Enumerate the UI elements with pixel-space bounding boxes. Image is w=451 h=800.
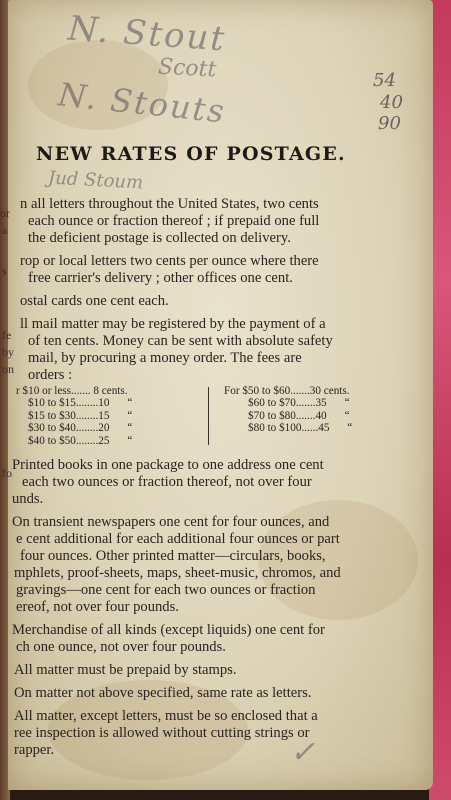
text-line: ree inspection is allowed without cutting strings or bbox=[14, 725, 310, 741]
paragraph-printed-books bbox=[12, 457, 424, 508]
margin-fragment: fo bbox=[2, 466, 12, 480]
text-line: the deficient postage is collected on delivery. bbox=[28, 230, 291, 246]
text-line: Printed books in one package to one address one cent bbox=[12, 457, 324, 473]
fee-row: $40 to $50........25 “ bbox=[28, 434, 133, 447]
margin-fragment: by bbox=[2, 345, 14, 359]
fee-amount: 15 bbox=[98, 409, 110, 422]
fees-column-right bbox=[224, 385, 424, 435]
paragraph-drop-letters bbox=[8, 253, 422, 287]
fee-row: $10 to $15........10 “ bbox=[28, 397, 133, 410]
ditto-mark: “ bbox=[344, 409, 350, 422]
text-line: All matter must be prepaid by stamps. bbox=[14, 662, 237, 678]
text-line: ostal cards one cent each. bbox=[20, 293, 169, 309]
text-line: ll mail matter may be registered by the payment of a bbox=[20, 316, 326, 332]
fee-amount: 30 cents. bbox=[309, 385, 350, 397]
text-line: Merchandise of all kinds (except liquids) one cent for bbox=[12, 622, 325, 638]
ditto-mark: “ bbox=[127, 434, 133, 447]
fee-amount: 20 bbox=[98, 422, 110, 435]
ditto-mark: “ bbox=[344, 397, 350, 410]
paragraph-newspapers bbox=[12, 514, 424, 616]
fee-range: r $10 or less bbox=[16, 385, 71, 397]
fee-range: $15 to $30 bbox=[28, 409, 76, 422]
handwritten-word: Scott bbox=[157, 54, 217, 83]
table-divider bbox=[208, 387, 209, 445]
lower-text bbox=[12, 457, 424, 765]
fee-row: $70 to $80.......40 “ bbox=[248, 409, 350, 422]
intro-text bbox=[8, 196, 422, 390]
fee-range: $30 to $40 bbox=[28, 422, 76, 435]
fee-amount: 45 bbox=[318, 422, 330, 435]
fee-amount: 25 bbox=[98, 434, 110, 447]
text-line: rop or local letters two cents per ounce where there bbox=[20, 253, 319, 269]
text-line: e cent additional for each additional four ounces or part bbox=[16, 531, 340, 547]
fee-amount: 8 cents. bbox=[93, 385, 128, 397]
fee-row: For $50 to $60.......30 cents. bbox=[224, 385, 350, 397]
text-line: free carrier's delivery ; other offices one cent. bbox=[28, 270, 293, 286]
fee-amount: 35 bbox=[315, 397, 327, 410]
margin-fragment: a bbox=[2, 223, 8, 237]
handwritten-name: N. Stouts bbox=[56, 75, 228, 131]
text-line: ereof, not over four pounds. bbox=[16, 599, 179, 615]
text-line: four ounces. Other printed matter—circulars, books, bbox=[20, 548, 326, 564]
text-line: each two ounces or fraction thereof, not over four bbox=[22, 474, 312, 490]
fees-column-left bbox=[16, 385, 186, 447]
page-title: NEW RATES OF POSTAGE. bbox=[36, 143, 346, 165]
fee-row: r $10 or less....... 8 cents. bbox=[16, 385, 128, 397]
text-line: All matter, except letters, must be so enclosed that a bbox=[14, 708, 318, 724]
fee-row: $30 to $40........20 “ bbox=[28, 422, 133, 435]
text-line: unds. bbox=[12, 491, 44, 507]
margin-fragment: s bbox=[2, 264, 7, 278]
handwritten-note: Jud Stoum bbox=[47, 167, 144, 194]
handwritten-name: N. Stout bbox=[66, 8, 228, 60]
paragraph-merchandise bbox=[12, 622, 424, 656]
paragraph-inspection bbox=[12, 708, 424, 759]
paragraph-prepaid bbox=[12, 662, 424, 679]
paragraph-letters bbox=[8, 196, 422, 247]
text-line: orders : bbox=[28, 367, 73, 383]
text-line: mail, by procuring a money order. The fees are bbox=[28, 350, 302, 366]
ditto-mark: “ bbox=[127, 422, 133, 435]
text-line: rapper. bbox=[14, 742, 55, 758]
fee-row: $80 to $100......45 “ bbox=[248, 422, 353, 435]
handwritten-number: 54 bbox=[373, 70, 396, 91]
fee-range: $80 to $100 bbox=[248, 422, 302, 435]
text-line: each ounce or fraction thereof ; if prepaid one full bbox=[28, 213, 320, 229]
paragraph-postal-cards bbox=[8, 293, 422, 310]
fee-range: For $50 to $60 bbox=[224, 385, 291, 397]
margin-fragment: on bbox=[2, 362, 14, 376]
text-line: On transient newspapers one cent for four ounces, and bbox=[12, 514, 330, 530]
paragraph-registered bbox=[8, 316, 422, 384]
text-line: gravings—one cent for each two ounces or fraction bbox=[16, 582, 316, 598]
fee-range: $40 to $50 bbox=[28, 434, 76, 447]
handwritten-number: 40 bbox=[380, 92, 403, 113]
money-order-fees-table bbox=[16, 385, 426, 451]
ditto-mark: “ bbox=[127, 409, 133, 422]
text-line: of ten cents. Money can be sent with absolute safety bbox=[28, 333, 333, 349]
handwritten-number: 90 bbox=[378, 113, 401, 134]
fee-range: $10 to $15 bbox=[28, 397, 76, 410]
fee-range: $60 to $70 bbox=[248, 397, 296, 410]
fee-range: $70 to $80 bbox=[248, 409, 296, 422]
fee-amount: 10 bbox=[98, 397, 110, 410]
margin-fragment: or bbox=[0, 206, 10, 220]
text-line: n all letters throughout the United States, two cents bbox=[20, 196, 319, 212]
scribble-mark: ✓ bbox=[290, 735, 316, 770]
margin-fragment: fe bbox=[2, 328, 12, 342]
paragraph-same-rate bbox=[12, 685, 424, 702]
text-line: mphlets, proof-sheets, maps, sheet-music, chromos, and bbox=[14, 565, 341, 581]
text-line: On matter not above specified, same rate as letters. bbox=[14, 685, 312, 701]
ditto-mark: “ bbox=[347, 422, 353, 435]
fee-row: $60 to $70.......35 “ bbox=[248, 397, 350, 410]
fee-amount: 40 bbox=[315, 409, 327, 422]
fee-row: $15 to $30........15 “ bbox=[28, 409, 133, 422]
ditto-mark: “ bbox=[127, 397, 133, 410]
text-line: ch one ounce, not over four pounds. bbox=[16, 639, 226, 655]
